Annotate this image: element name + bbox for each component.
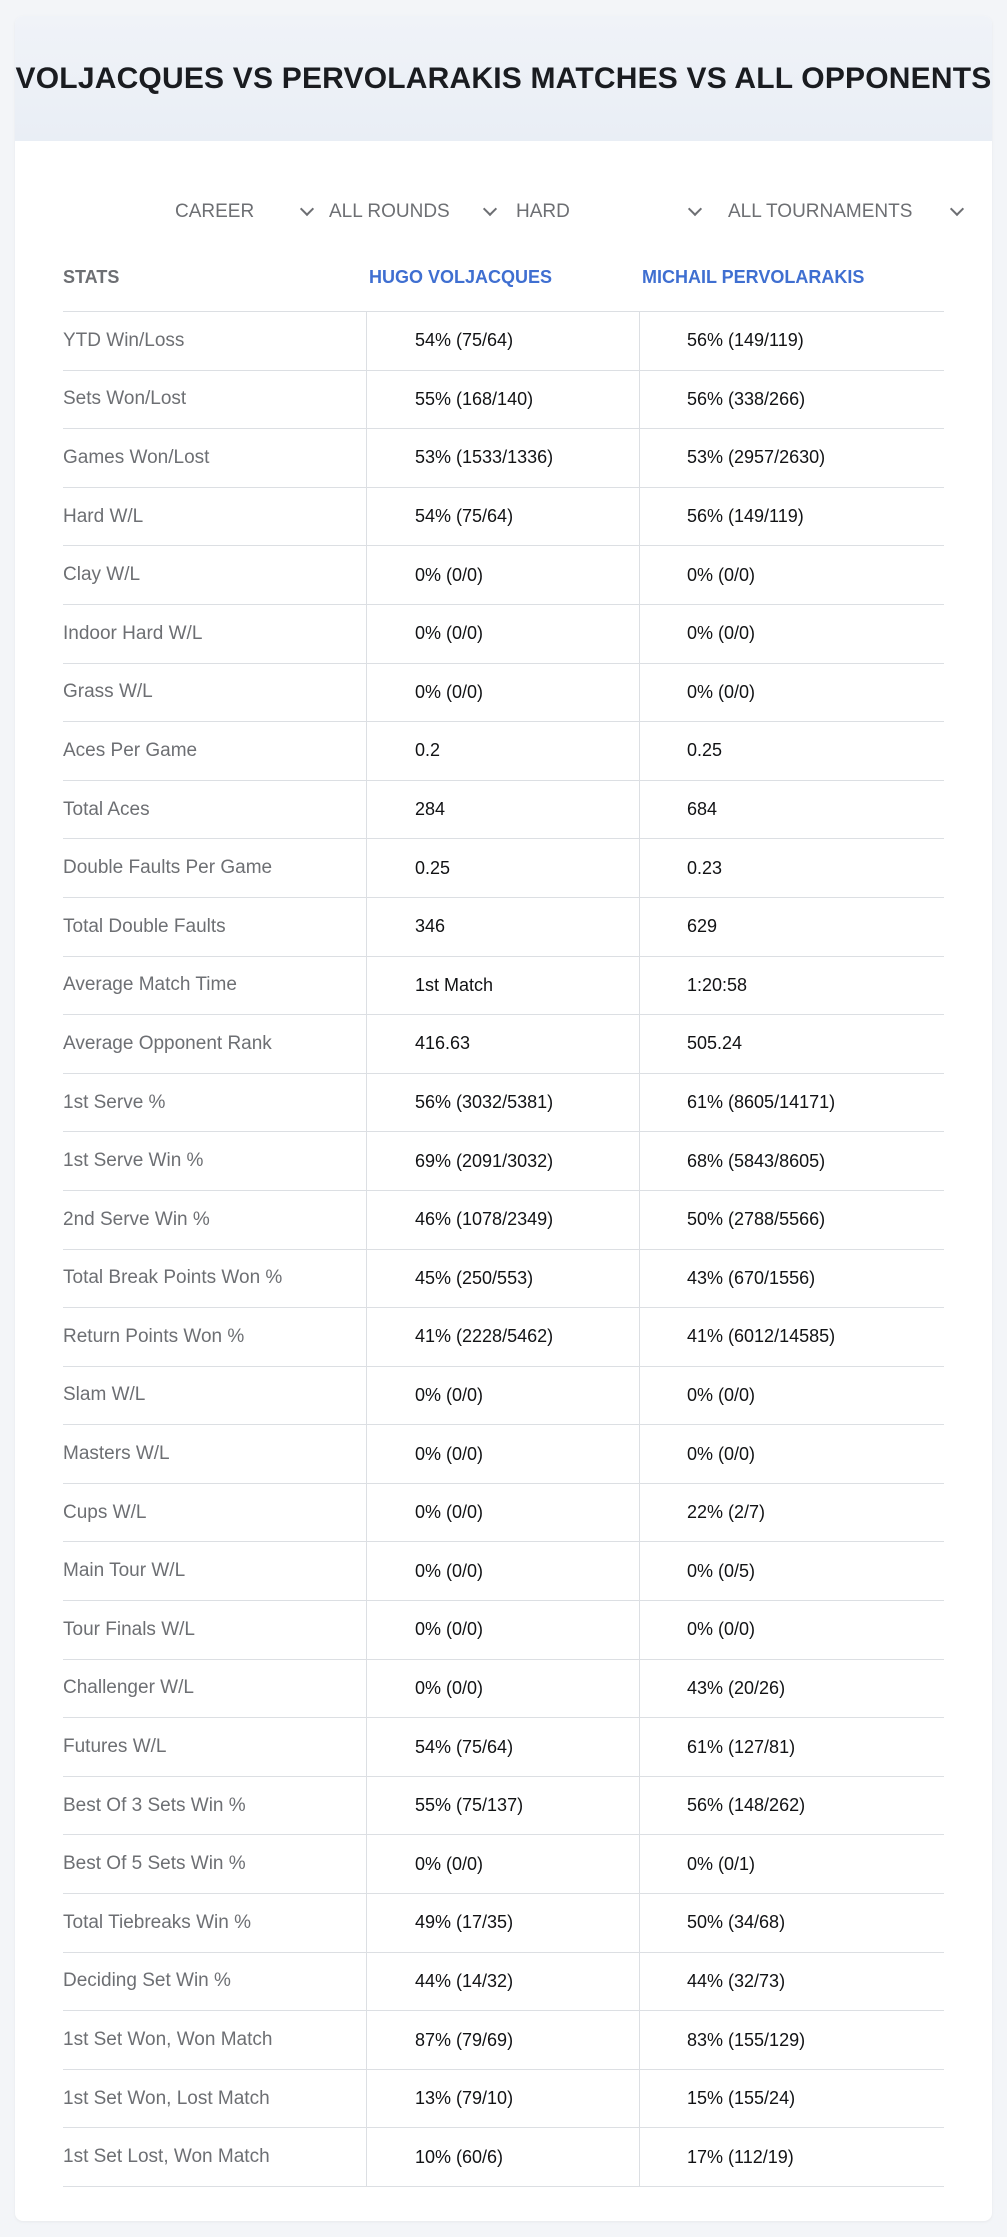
player-2-value: 0% (0/1) [687, 1853, 756, 1874]
player-1-value: 0% (0/0) [367, 546, 640, 604]
stat-label: Total Tiebreaks Win % [63, 1894, 367, 1952]
rounds-dropdown-value: ALL ROUNDS [329, 201, 450, 222]
stat-label: Aces Per Game [63, 722, 367, 780]
period-dropdown[interactable] [175, 192, 312, 232]
player-1-value: 284 [367, 781, 640, 839]
player-1-value: 1st Match [367, 957, 640, 1015]
stat-label: Challenger W/L [63, 1660, 367, 1718]
player-2-value: 0.23 [687, 857, 723, 878]
table-body [63, 312, 944, 2187]
player-1-value: 0.2 [367, 722, 640, 780]
stat-label: Tour Finals W/L [63, 1601, 367, 1659]
surface-dropdown[interactable] [516, 192, 700, 232]
player-2-value: 684 [687, 799, 718, 820]
stat-label: Total Break Points Won % [63, 1250, 367, 1308]
player-1-value: 0% (0/0) [367, 1835, 640, 1893]
table-row [63, 957, 944, 1016]
stat-label: 1st Set Lost, Won Match [63, 2128, 367, 2186]
player-2-value: 629 [687, 916, 718, 937]
stat-label: Return Points Won % [63, 1308, 367, 1366]
table-row [63, 1777, 944, 1836]
column-header-player-1[interactable]: HUGO VOLJACQUES [369, 267, 553, 287]
chevron-down-icon [483, 202, 497, 216]
player-2-value: 56% (149/119) [687, 506, 804, 527]
player-2-value: 41% (6012/14585) [687, 1326, 836, 1347]
table-row [63, 2128, 944, 2187]
table-row [63, 371, 944, 430]
player-2-value: 0% (0/0) [687, 1384, 756, 1405]
table-row [63, 2011, 944, 2070]
player-1-value: 49% (17/35) [367, 1894, 640, 1952]
player-2-value: 22% (2/7) [687, 1502, 766, 1523]
table-row [63, 781, 944, 840]
player-2-value: 53% (2957/2630) [687, 447, 826, 468]
player-2-value: 50% (2788/5566) [687, 1209, 826, 1230]
table-row [63, 605, 944, 664]
table-row [63, 2070, 944, 2129]
player-1-value: 45% (250/553) [367, 1250, 640, 1308]
player-1-value: 416.63 [367, 1015, 640, 1073]
player-1-value: 0% (0/0) [367, 1542, 640, 1600]
player-1-value: 87% (79/69) [367, 2011, 640, 2069]
table-row [63, 1425, 944, 1484]
comparison-card [15, 16, 992, 2221]
player-2-value: 0% (0/0) [687, 623, 756, 644]
column-header-player-2[interactable]: MICHAIL PERVOLARAKIS [642, 267, 865, 287]
chevron-down-icon [950, 202, 964, 216]
player-2-value: 17% (112/19) [687, 2146, 794, 2167]
player-2-value: 15% (155/24) [687, 2088, 796, 2109]
player-1-value: 55% (168/140) [367, 371, 640, 429]
player-2-value: 43% (20/26) [687, 1677, 786, 1698]
player-2-value: 56% (149/119) [687, 330, 804, 351]
table-row [63, 722, 944, 781]
player-2-value: 56% (148/262) [687, 1795, 806, 1816]
tournaments-dropdown-value: ALL TOURNAMENTS [728, 201, 913, 222]
table-row [63, 1718, 944, 1777]
stat-label: Clay W/L [63, 546, 367, 604]
player-1-value: 0% (0/0) [367, 664, 640, 722]
player-2-value: 61% (127/81) [687, 1736, 796, 1757]
player-1-value: 54% (75/64) [367, 1718, 640, 1776]
player-2-value: 50% (34/68) [687, 1912, 786, 1933]
player-2-value: 0% (0/0) [687, 1443, 756, 1464]
stat-label: Best Of 5 Sets Win % [63, 1835, 367, 1893]
table-header [63, 244, 944, 312]
table-row [63, 312, 944, 371]
table-row [63, 1074, 944, 1133]
player-2-value: 83% (155/129) [687, 2029, 806, 2050]
stat-label: Best Of 3 Sets Win % [63, 1777, 367, 1835]
player-1-value: 41% (2228/5462) [367, 1308, 640, 1366]
stat-label: Masters W/L [63, 1425, 367, 1483]
table-row [63, 546, 944, 605]
player-1-value: 346 [367, 898, 640, 956]
player-1-value: 10% (60/6) [367, 2128, 640, 2186]
player-2-value: 56% (338/266) [687, 388, 806, 409]
stat-label: 1st Set Won, Lost Match [63, 2070, 367, 2128]
card-header [15, 16, 992, 141]
stat-label: Futures W/L [63, 1718, 367, 1776]
stat-label: Sets Won/Lost [63, 371, 367, 429]
stat-label: Indoor Hard W/L [63, 605, 367, 663]
table-row [63, 1953, 944, 2012]
table-row [63, 1191, 944, 1250]
rounds-dropdown[interactable] [329, 192, 495, 232]
stat-label: YTD Win/Loss [63, 312, 367, 370]
stat-label: 1st Serve Win % [63, 1132, 367, 1190]
stat-label: Total Aces [63, 781, 367, 839]
player-1-value: 0% (0/0) [367, 1425, 640, 1483]
stat-label: Grass W/L [63, 664, 367, 722]
tournaments-dropdown[interactable] [728, 192, 962, 232]
player-1-value: 0% (0/0) [367, 1601, 640, 1659]
stat-label: 1st Serve % [63, 1074, 367, 1132]
table-row [63, 839, 944, 898]
player-1-value: 0% (0/0) [367, 1484, 640, 1542]
chevron-down-icon [688, 202, 702, 216]
surface-dropdown-value: HARD [516, 201, 570, 222]
table-row [63, 429, 944, 488]
table-row [63, 1132, 944, 1191]
player-2-value: 1:20:58 [687, 974, 748, 995]
table-row [63, 1015, 944, 1074]
chevron-down-icon [300, 202, 314, 216]
table-row [63, 488, 944, 547]
player-2-value: 505.24 [687, 1033, 743, 1054]
player-2-value: 43% (670/1556) [687, 1267, 816, 1288]
player-1-value: 0% (0/0) [367, 605, 640, 663]
table-row [63, 1894, 944, 1953]
player-1-value: 0.25 [367, 839, 640, 897]
table-row [63, 898, 944, 957]
player-2-value: 0% (0/0) [687, 681, 756, 702]
stat-label: Deciding Set Win % [63, 1953, 367, 2011]
table-row [63, 1542, 944, 1601]
player-2-value: 44% (32/73) [687, 1970, 786, 1991]
page-title: VOLJACQUES VS PERVOLARAKIS MATCHES VS ALL OPPONENTS [15, 61, 992, 95]
table-row [63, 1250, 944, 1309]
player-1-value: 56% (3032/5381) [367, 1074, 640, 1132]
table-row [63, 1835, 944, 1894]
filter-bar [175, 192, 962, 232]
stat-label: Games Won/Lost [63, 429, 367, 487]
player-1-value: 54% (75/64) [367, 312, 640, 370]
player-2-value: 0% (0/0) [687, 1619, 756, 1640]
stat-label: Hard W/L [63, 488, 367, 546]
period-dropdown-value: CAREER [175, 201, 255, 222]
player-1-value: 13% (79/10) [367, 2070, 640, 2128]
stat-label: Average Opponent Rank [63, 1015, 367, 1073]
player-1-value: 0% (0/0) [367, 1660, 640, 1718]
player-1-value: 55% (75/137) [367, 1777, 640, 1835]
table-row [63, 1367, 944, 1426]
player-2-value: 68% (5843/8605) [687, 1150, 826, 1171]
player-2-value: 0% (0/5) [687, 1560, 756, 1581]
table-row [63, 664, 944, 723]
stat-label: Total Double Faults [63, 898, 367, 956]
player-1-value: 0% (0/0) [367, 1367, 640, 1425]
stat-label: 2nd Serve Win % [63, 1191, 367, 1249]
player-1-value: 69% (2091/3032) [367, 1132, 640, 1190]
player-2-value: 0% (0/0) [687, 564, 756, 585]
table-row [63, 1601, 944, 1660]
stats-table [63, 244, 944, 2187]
stat-label: Double Faults Per Game [63, 839, 367, 897]
stat-label: Slam W/L [63, 1367, 367, 1425]
player-1-value: 53% (1533/1336) [367, 429, 640, 487]
player-1-value: 46% (1078/2349) [367, 1191, 640, 1249]
player-1-value: 44% (14/32) [367, 1953, 640, 2011]
stat-label: Main Tour W/L [63, 1542, 367, 1600]
table-row [63, 1660, 944, 1719]
player-2-value: 0.25 [687, 740, 723, 761]
stat-label: Cups W/L [63, 1484, 367, 1542]
table-row [63, 1484, 944, 1543]
stat-label: 1st Set Won, Won Match [63, 2011, 367, 2069]
player-1-value: 54% (75/64) [367, 488, 640, 546]
stat-label: Average Match Time [63, 957, 367, 1015]
column-header-stats: STATS [63, 267, 120, 287]
player-2-value: 61% (8605/14171) [687, 1092, 836, 1113]
table-row [63, 1308, 944, 1367]
